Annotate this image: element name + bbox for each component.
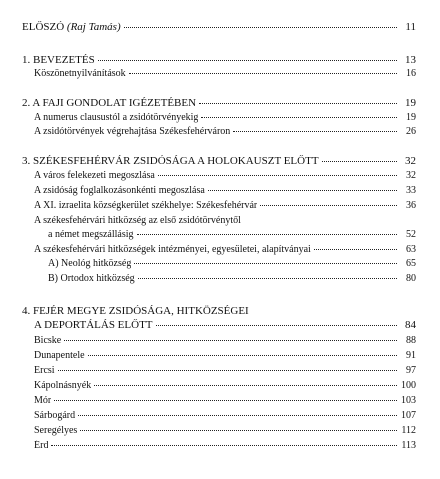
- toc-entry: [0, 410, 440, 424]
- foreword-author: (Raj Tamás): [66, 21, 121, 33]
- entry-title: A zsidótörvények végrehajtása Székesfehérváron: [34, 126, 231, 137]
- dot-leader: [233, 130, 397, 132]
- entry-title: A XI. izraelita községkerület székhelye: Székesfehérvár: [34, 200, 258, 211]
- page-number: 91: [406, 350, 416, 361]
- dot-leader: [129, 72, 397, 74]
- entry-title: Mór: [34, 395, 52, 406]
- toc-entry: [0, 395, 440, 409]
- toc-chapter-3: [0, 155, 440, 169]
- entry-title: Érd: [34, 440, 49, 451]
- dot-leader: [137, 233, 397, 235]
- page-number: 80: [406, 273, 416, 284]
- dot-leader: [260, 204, 397, 206]
- toc-entry: [0, 335, 440, 349]
- page-number: 19: [406, 112, 416, 123]
- toc-entry-continuation: [0, 229, 440, 243]
- toc-entry: [0, 244, 440, 258]
- dot-leader: [94, 384, 397, 386]
- chapter-title-continued: A DEPORTÁLÁS ELŐTT: [34, 319, 153, 331]
- toc-subentry: [0, 273, 440, 287]
- toc-entry: [0, 170, 440, 184]
- dot-leader: [58, 369, 397, 371]
- toc-chapter-4-continuation: [0, 319, 440, 333]
- page-number: 52: [406, 229, 416, 240]
- toc-entry: [0, 350, 440, 364]
- toc-entry: [0, 380, 440, 394]
- entry-title: A zsidóság foglalkozásonkénti megoszlása: [34, 185, 205, 196]
- entry-title: A székesfehérvári hitközség az első zsidótörvénytől: [34, 215, 241, 226]
- entry-title: Sárbogárd: [34, 410, 76, 421]
- entry-title: A) Neológ hitközség: [48, 258, 132, 269]
- entry-title: A székesfehérvári hitközségek intézményei, egyesületei, alapítványai: [34, 244, 311, 255]
- dot-leader: [314, 248, 397, 250]
- dot-leader: [88, 354, 397, 356]
- toc-entry: [0, 68, 440, 82]
- page-number: 84: [405, 319, 416, 331]
- dot-leader: [199, 102, 397, 104]
- toc-chapter-1: [0, 54, 440, 68]
- page-number: 36: [406, 200, 416, 211]
- page-number: 16: [406, 68, 416, 79]
- entry-title-continued: a német megszállásig: [48, 229, 134, 240]
- dot-leader: [138, 277, 397, 279]
- page-number: 88: [406, 335, 416, 346]
- entry-title: Ercsi: [34, 365, 55, 376]
- dot-leader: [98, 59, 397, 61]
- chapter-title: 1. BEVEZETÉS: [22, 54, 95, 66]
- dot-leader: [156, 324, 397, 326]
- page-number: 112: [401, 425, 416, 436]
- toc-entry: [0, 440, 440, 454]
- dot-leader: [78, 414, 397, 416]
- page-number: 26: [406, 126, 416, 137]
- entry-title: A város felekezeti megoszlása: [34, 170, 155, 181]
- entry-title: Köszönetnyilvánítások: [34, 68, 126, 79]
- foreword-title: ELŐSZÓ: [22, 21, 65, 33]
- toc-entry: [0, 200, 440, 214]
- toc-entry: [0, 365, 440, 379]
- page-number: 100: [401, 380, 416, 391]
- chapter-title: 3. SZÉKESFEHÉRVÁR ZSIDÓSÁGA A HOLOKAUSZT ELŐTT: [22, 155, 319, 167]
- page-number: 113: [401, 440, 416, 451]
- page-number: 33: [406, 185, 416, 196]
- toc-chapter-4-first-line: [0, 305, 440, 319]
- page-number: 32: [405, 155, 416, 167]
- page-number: 13: [405, 54, 416, 66]
- entry-title: Seregélyes: [34, 425, 78, 436]
- page-number: 103: [401, 395, 416, 406]
- chapter-title: 4. FEJÉR MEGYE ZSIDÓSÁGA, HITKÖZSÉGEI: [22, 305, 249, 317]
- page-number: 63: [406, 244, 416, 255]
- dot-leader: [158, 174, 397, 176]
- toc-entry: [0, 112, 440, 126]
- dot-leader: [51, 444, 397, 446]
- chapter-title: 2. A FAJI GONDOLAT IGÉZETÉBEN: [22, 97, 197, 109]
- toc-subentry: [0, 258, 440, 272]
- entry-title: Dunapentele: [34, 350, 85, 361]
- toc-entry: [0, 185, 440, 199]
- page-number: 19: [405, 97, 416, 109]
- toc-entry: [0, 126, 440, 140]
- toc-entry: [0, 425, 440, 439]
- toc-entry-foreword: [0, 21, 440, 35]
- entry-title: B) Ortodox hitközség: [48, 273, 135, 284]
- dot-leader: [124, 26, 397, 28]
- toc-entry-first-line: [0, 215, 440, 229]
- page-number: 97: [406, 365, 416, 376]
- entry-title: A numerus clausustól a zsidótörvényekig: [34, 112, 199, 123]
- page-number: 32: [406, 170, 416, 181]
- page-number: 11: [405, 21, 416, 33]
- page-number: 107: [401, 410, 416, 421]
- dot-leader: [54, 399, 397, 401]
- dot-leader: [64, 339, 397, 341]
- dot-leader: [80, 429, 397, 431]
- page-number: 65: [406, 258, 416, 269]
- entry-title: Kápolnásnyék: [34, 380, 92, 391]
- entry-title: Bicske: [34, 335, 62, 346]
- dot-leader: [322, 160, 397, 162]
- toc-chapter-2: [0, 97, 440, 111]
- dot-leader: [201, 116, 397, 118]
- dot-leader: [134, 262, 397, 264]
- dot-leader: [208, 189, 397, 191]
